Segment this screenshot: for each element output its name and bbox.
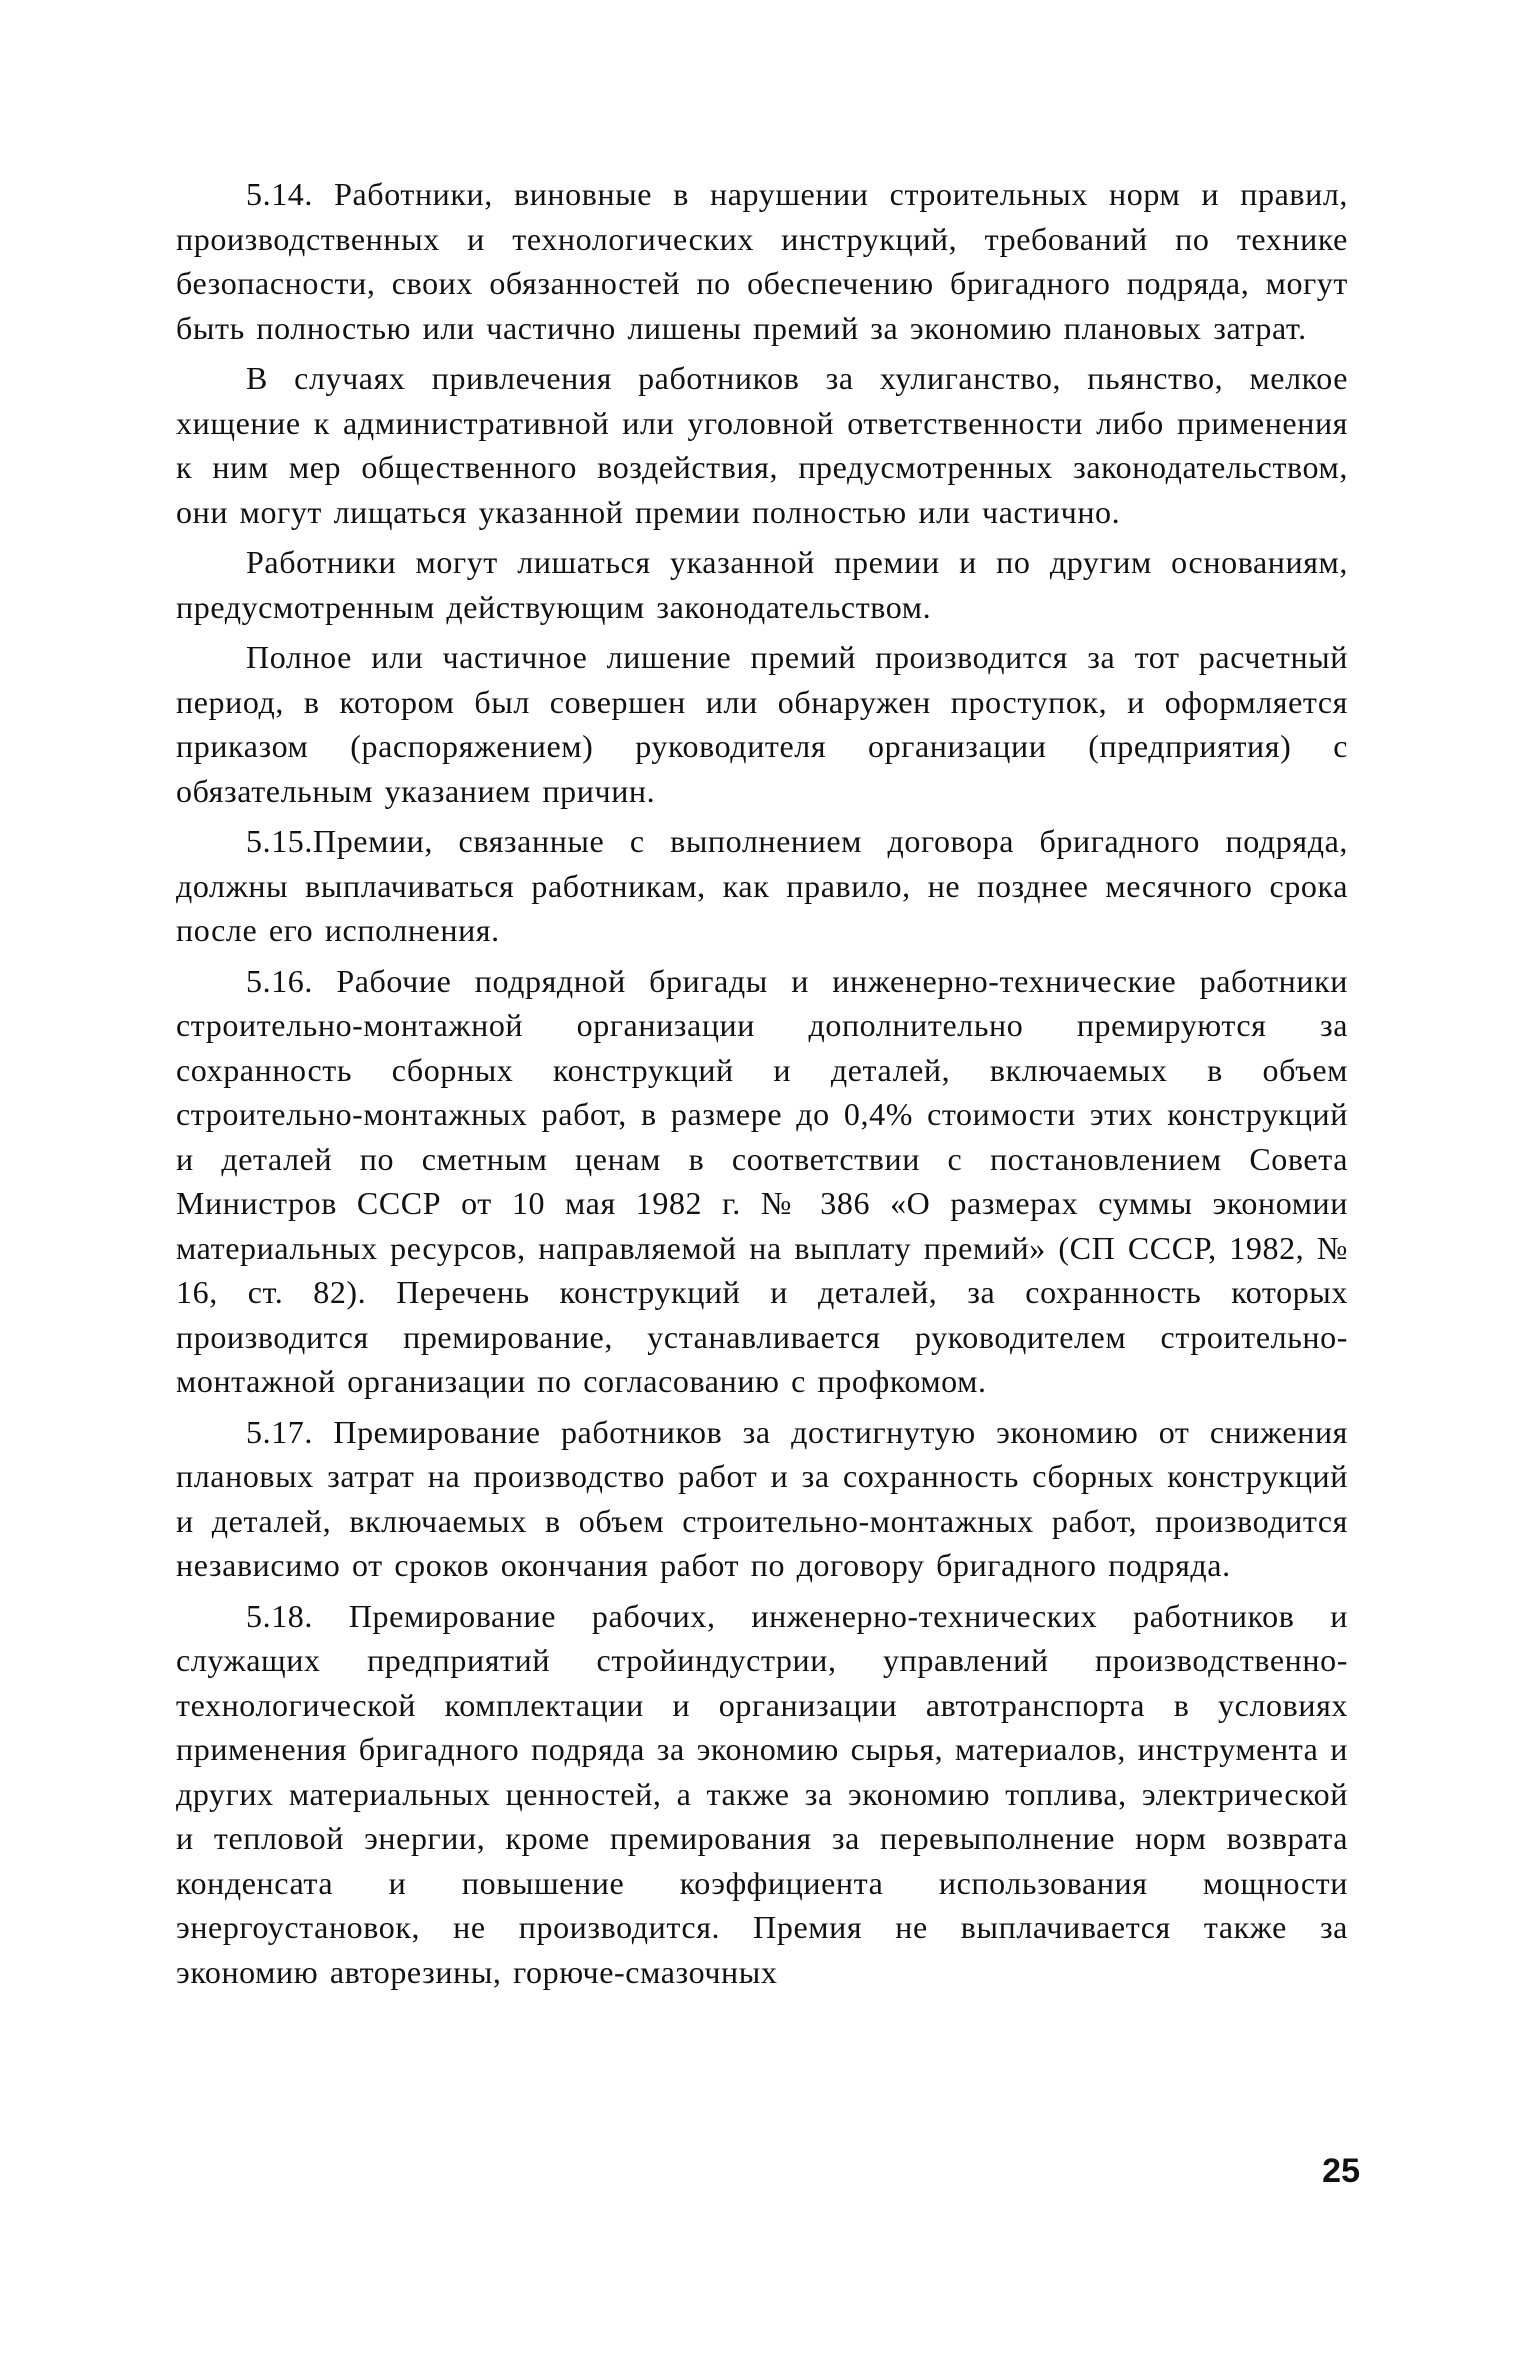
body-text (176, 172, 1348, 1994)
paragraph-5-17: 5.17. Премирование работников за достигнутую экономию от снижения плановых затрат на производство работ и за сохранность сборных конструкций и деталей, включаемых в объем строительно-монтажных работ, производится независимо от сроков окончания работ по договору бригадного подряда. (176, 1413, 1348, 1583)
paragraph-hooliganism: В случаях привлечения работников за хулиганство, пьянство, мелкое хищение к административной или уголовной ответственности либо применения к ним мер общественного воздействия, предусмотренных законодательством, они могут лищаться указанной премии полностью или частично. (176, 360, 1348, 530)
paragraph-5-18: 5.18. Премирование рабочих, инженерно-технических работников и служащих предприятий стройиндустрии, управлений производственно-технологической комплектации и организации автотранспорта в условиях применения бригадного подряда за экономию сырья, материалов, инструмента и других материальных ценностей, а также за экономию топлива, электрической и тепловой энергии, кроме премирования за перевыполнение норм возврата конденсата и повышение коэффициента использования мощности энергоустановок, не производится. Премия не выплачивается также за экономию авторезины, горюче-смазочных (176, 1597, 1348, 1990)
paragraph-5-14: 5.14. Работники, виновные в нарушении строительных норм и правил, производственных и технологических инструкций, требований по технике безопасности, своих обязанностей по обеспечению бригадного подряда, могут быть полностью или частично лишены премий за экономию плановых затрат. (176, 176, 1348, 346)
paragraph-other-grounds: Работники могут лишаться указанной премии и по другим основаниям, предусмотренным действующим законодательством. (176, 544, 1348, 625)
paragraph-5-16: 5.16. Рабочие подрядной бригады и инженерно-технические работники строительно-монтажной организации дополнительно премируются за сохранность сборных конструкций и деталей, включаемых в объем строительно-монтажных работ, в размере до 0,4% стоимости этих конструкций и деталей по сметным ценам в соответствии с постановлением Совета Министров СССР от 10 мая 1982 г. № 386 «О размерах суммы экономии материальных ресурсов, направляемой на выплату премий» (СП СССР, 1982, № 16, ст. 82). Перечень конструкций и деталей, за сохранность которых производится премирование, устанавливается руководителем строительно-монтажной организации по согласованию с профкомом. (176, 962, 1348, 1399)
paragraph-5-15: 5.15.Премии, связанные с выполнением договора бригадного подряда, должны выплачиваться работникам, как правило, не позднее месячного срока после его исполнения. (176, 823, 1348, 948)
page-number: 25 (1322, 2152, 1360, 2190)
paragraph-deprivation: Полное или частичное лишение премий производится за тот расчетный период, в котором был совершен или обнаружен проступок, и оформляется приказом (распоряжением) руководителя организации (предприятия) с обязательным указанием причин. (176, 639, 1348, 809)
